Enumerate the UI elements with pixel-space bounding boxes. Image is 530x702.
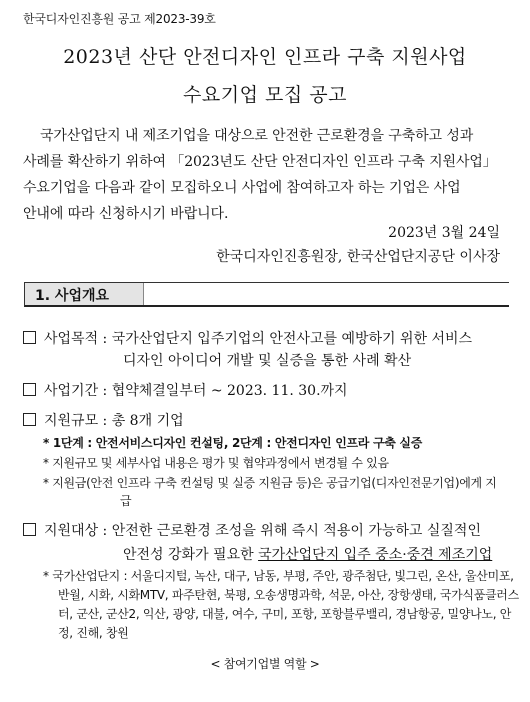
intro-line-3: 수요기업을 다음과 같이 모집하오니 사업에 참여하고자 하는 기업은 사업 [23,180,461,196]
page-subtitle: 수요기업 모집 공고 [183,84,347,106]
intro-line-4: 안내에 따라 신청하시기 바랍니다. [23,206,229,222]
target-cont: 안전성 강화가 필요한 국가산업단지 입주 중소·중견 제조기업 [123,547,493,563]
square-bullet-icon [23,523,36,536]
scale-note-3b: 급 [120,494,132,508]
target-list-4: 정, 진해, 창원 [58,626,129,640]
notice-number: 한국디자인진흥원 공고 제2023-39호 [23,12,216,26]
page-title: 2023년 산단 안전디자인 인프라 구축 지원사업 [63,46,467,68]
square-bullet-icon [23,331,36,344]
scale-note-1: * 1단계 : 안전서비스디자인 컨설팅, 2단계 : 안전디자인 인프라 구축 실증 [43,436,422,450]
purpose-item: 사업목적 : 국가산업단지 입주기업의 안전사고를 예방하기 위한 서비스 [23,328,472,348]
section-heading: 1. 사업개요 [35,288,110,304]
target-list-3: 터, 군산, 군산2, 익산, 광양, 대불, 여수, 구미, 포항, 포항블루밸리, 경남항공, 밀양나노, 안 [58,607,512,621]
scale-note-3: * 지원금(안전 인프라 구축 컨설팅 및 실증 지원금 등)은 공급기업(디자인전문기업)에게 지 [43,476,497,490]
target-highlight: 국가산업단지 입주 중소·중견 제조기업 [258,547,493,563]
scale-note-2: * 지원규모 및 세부사업 내용은 평가 및 협약과정에서 변경될 수 있음 [43,456,389,470]
target-list-2: 반월, 시화, 시화MTV, 파주탄현, 북평, 오송생명과학, 석문, 아산, 장항생태, 국가식품클러스 [58,588,519,602]
square-bullet-icon [23,413,36,426]
period-item: 사업기간 : 협약체결일부터 ~ 2023. 11. 30.까지 [23,380,348,400]
square-bullet-icon [23,383,36,396]
target-list-1: * 국가산업단지 : 서울디지털, 녹산, 대구, 남동, 부평, 주안, 광주첨단, 빛그린, 온산, 울산미포, [43,569,514,583]
announcement-date: 2023년 3월 24일 [388,225,500,241]
purpose-cont: 디자인 아이디어 개발 및 실증을 통한 사례 확산 [123,353,412,369]
target-item: 지원대상 : 안전한 근로환경 조성을 위해 즉시 적용이 가능하고 실질적인 [23,520,481,540]
scale-item: 지원규모 : 총 8개 기업 [23,410,184,430]
intro-line-2: 사례를 확산하기 위하여 「2023년도 산단 안전디자인 인프라 구축 지원사업」 [23,154,497,170]
issuer: 한국디자인진흥원장, 한국산업단지공단 이사장 [216,249,500,265]
figure-caption: < 참여기업별 역할 > [210,657,320,671]
intro-line-1: 국가산업단지 내 제조기업을 대상으로 안전한 근로환경을 구축하고 성과 [40,128,474,144]
section-heading-box [24,282,509,307]
